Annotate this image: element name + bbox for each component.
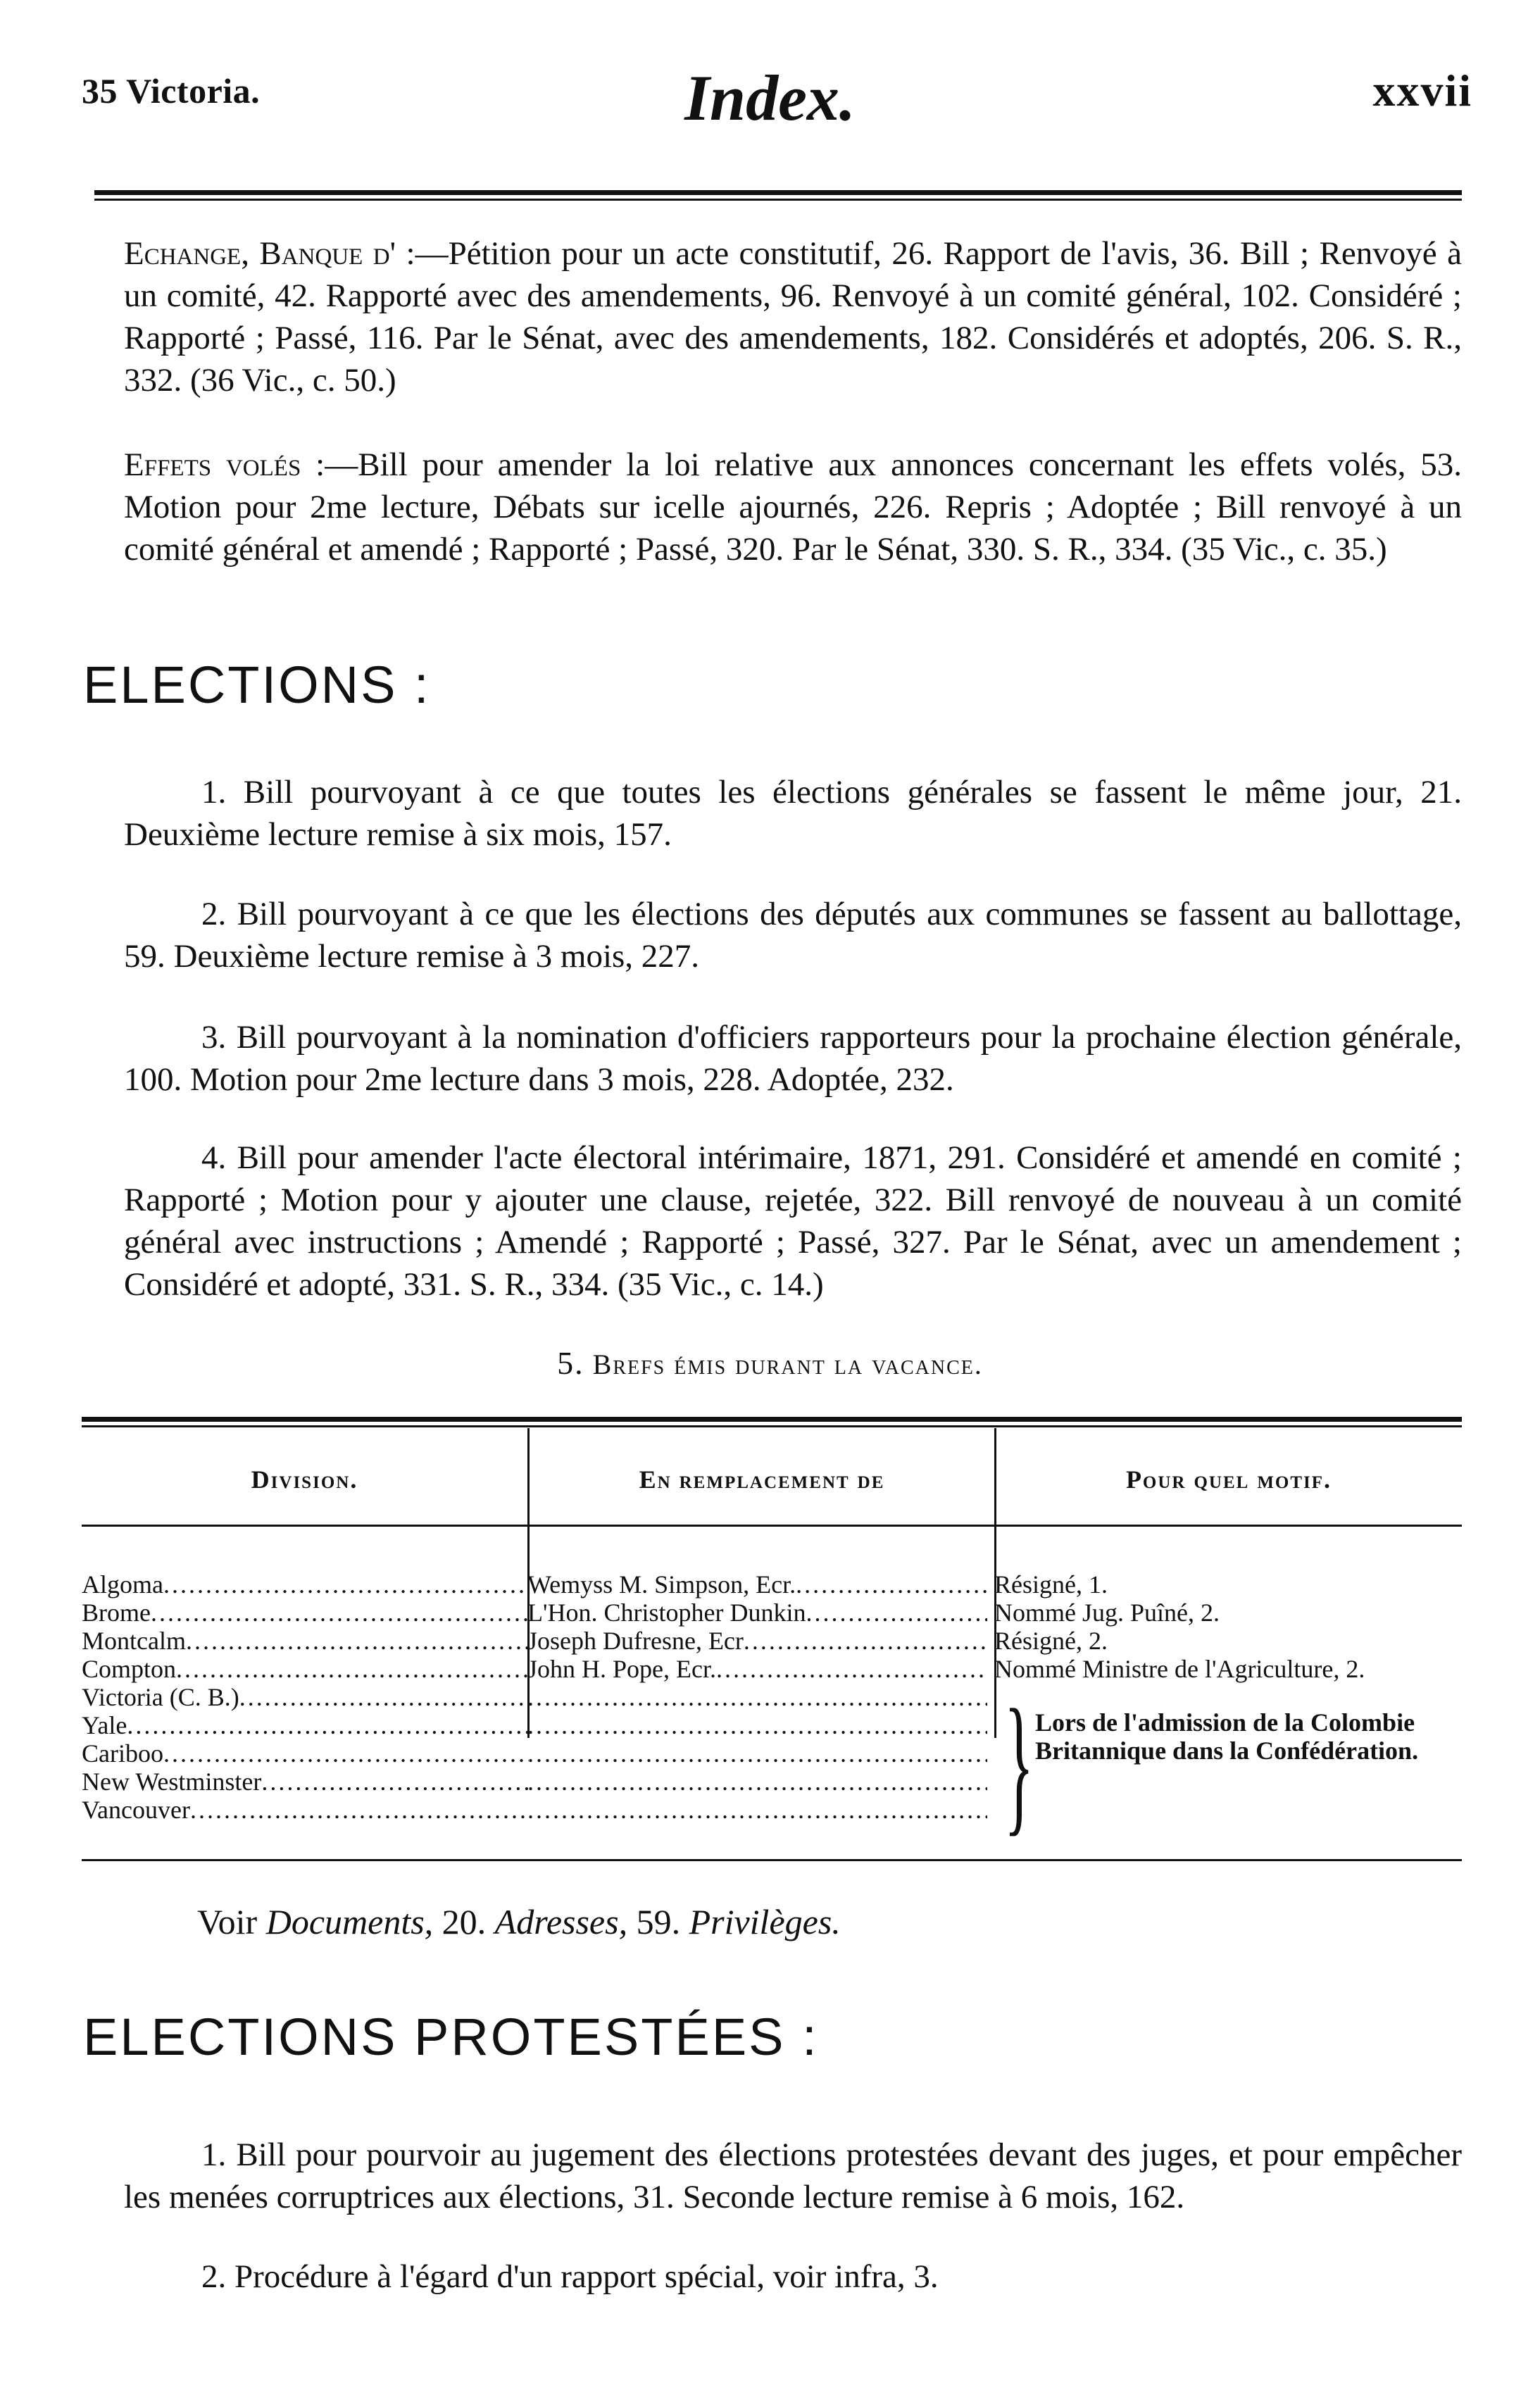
entry-effets-lead: Effets volés	[124, 446, 301, 483]
table-header-division: Division.	[251, 1465, 358, 1494]
xref-privileges: Privilèges.	[689, 1902, 841, 1941]
elections-item-1: 1. Bill pourvoyant à ce que toutes les élections générales se fassent le même jour, 21. Deuxième lecture remise à six mois, 157.	[124, 774, 1462, 853]
table-row: Vancouver ..... .....	[82, 1796, 1462, 1824]
entry-effets	[124, 444, 1462, 570]
entry-echange	[124, 232, 1462, 401]
brefs-number: 5.	[557, 1345, 584, 1381]
running-head-title: Index.	[684, 62, 856, 134]
entry-effets-text: :—Bill pour amender la loi relative aux annonces concernant les effets volés, 53. Motion pour 2me lecture, Débats sur icelle ajournés, 226. Repris ; Adoptée ; Bill renvoyé à un comité général et amendé ; Rapporté ; Passé, 320. Par le Sénat, 330. S. R., 334. (35 Vic., c. 35.)	[124, 446, 1462, 568]
table-top-rule	[82, 1417, 1462, 1422]
xref-documents: Documents,	[265, 1902, 434, 1941]
table-top-rule-thin	[82, 1425, 1462, 1427]
header-rule	[94, 190, 1462, 195]
table-row: Yale ..... .....	[82, 1711, 1462, 1739]
table-row: Algoma ..... Wemyss M. Simpson, Ecr. ..... Résigné, 1.	[82, 1570, 1462, 1599]
protestees-item-2: 2. Procédure à l'égard d'un rapport spécial, voir infra, 3.	[201, 2258, 939, 2295]
table-row: Compton ..... John H. Pope, Ecr. ..... Nommé Ministre de l'Agriculture, 2.	[82, 1655, 1462, 1683]
brefs-title: Brefs émis durant la vacance.	[592, 1349, 983, 1380]
protestees-item-1: 1. Bill pour pourvoir au jugement des élections protestées devant des juges, et pour empêcher les menées corruptrices aux élections, 31. Seconde lecture remise à 6 mois, 162.	[124, 2137, 1462, 2215]
elections-item-2: 2. Bill pourvoyant à ce que les élections des députés aux communes se fassent au ballottage, 59. Deuxième lecture remise à 3 mois, 227.	[124, 896, 1462, 975]
brace-mark: }	[1004, 1677, 1034, 1849]
header-rule-thin	[94, 199, 1462, 201]
table-merged-motif: Lors de l'admission de la Colombie Britannique dans la Confédération.	[1035, 1708, 1419, 1765]
table-bottom-rule	[82, 1859, 1462, 1861]
table-row: Montcalm ..... Joseph Dufresne, Ecr ..... Résigné, 2.	[82, 1627, 1462, 1655]
section-heading-elections: ELECTIONS :	[83, 656, 431, 714]
cross-reference: Voir Documents, 20. Adresses, 59. Privilèges.	[197, 1902, 841, 1941]
table-header-rule	[82, 1525, 1462, 1527]
table-row: Victoria (C. B.) ..... .....	[82, 1683, 1462, 1711]
table-header-remplacement: En remplacement de	[639, 1465, 885, 1494]
entry-echange-lead: Echange, Banque d'	[124, 235, 396, 272]
table-row: Brome ..... L'Hon. Christopher Dunkin ..... Nommé Jug. Puîné, 2.	[82, 1599, 1462, 1627]
section-heading-elections-protestees: ELECTIONS PROTESTÉES :	[83, 2008, 819, 2066]
table-row: Cariboo ..... .....	[82, 1739, 1462, 1768]
page-number: xxvii	[1372, 65, 1472, 115]
table-row: New Westminster ..... .....	[82, 1768, 1462, 1796]
xref-adresses: Adresses,	[494, 1902, 628, 1941]
table-header-motif: Pour quel motif.	[1125, 1465, 1332, 1494]
elections-item-3: 3. Bill pourvoyant à la nomination d'officiers rapporteurs pour la prochaine élection générale, 100. Motion pour 2me lecture dans 3 mois, 228. Adoptée, 232.	[124, 1019, 1462, 1098]
brefs-subheading	[0, 1344, 1540, 1382]
running-head-session: 35 Victoria.	[82, 71, 261, 111]
entry-echange-text: :—Pétition pour un acte constitutif, 26. Rapport de l'avis, 36. Bill ; Renvoyé à un comité, 42. Rapporté avec des amendements, 96. Renvoyé à un comité général, 102. Considéré ; Rapporté ; Passé, 116. Par le Sénat, avec des amendements, 182. Considérés et adoptés, 206. S. R., 332. (36 Vic., c. 50.)	[124, 235, 1462, 399]
elections-item-4: 4. Bill pour amender l'acte électoral intérimaire, 1871, 291. Considéré et amendé en comité ; Rapporté ; Motion pour y ajouter une clause, rejetée, 322. Bill renvoyé de nouveau à un comité général avec instructions ; Amendé ; Rapporté ; Passé, 327. Par le Sénat, avec un amendement ; Considéré et adopté, 331. S. R., 334. (35 Vic., c. 14.)	[124, 1139, 1462, 1303]
